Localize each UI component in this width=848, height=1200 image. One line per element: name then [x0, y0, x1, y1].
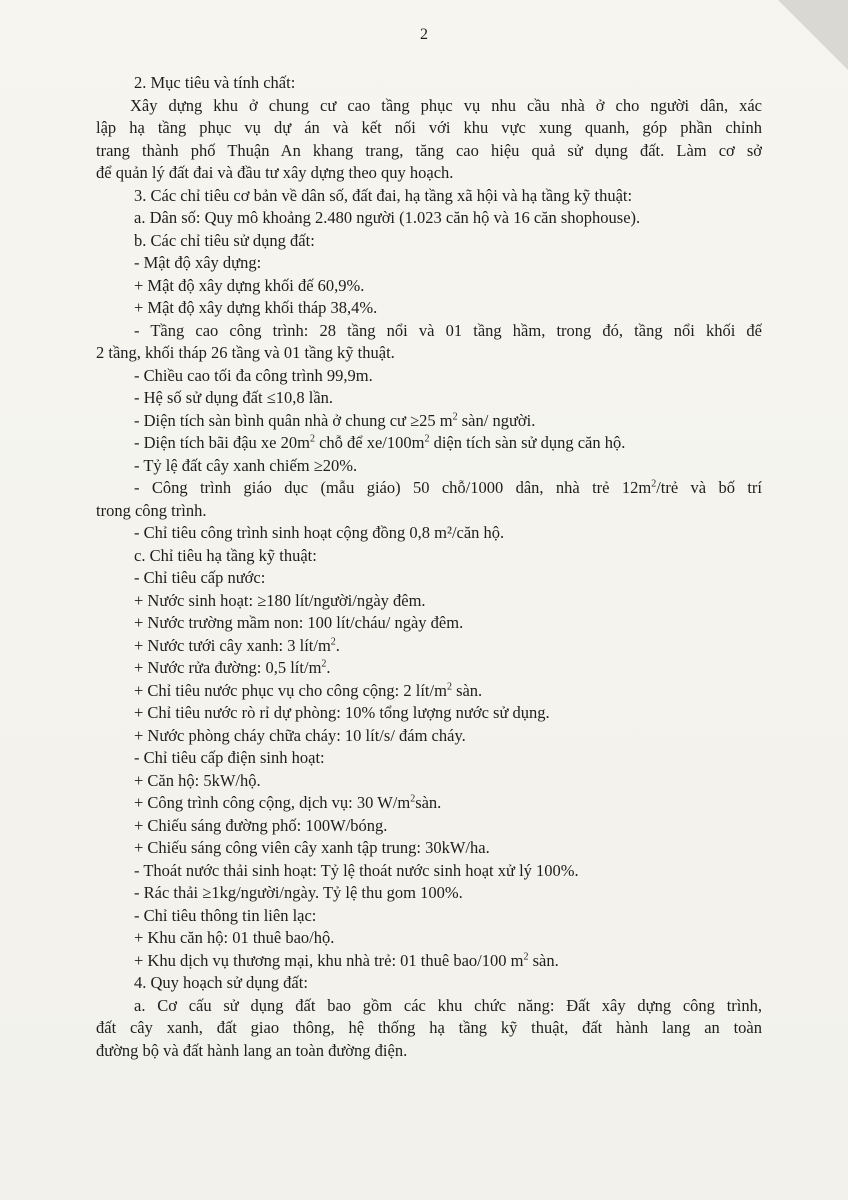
list-item	[96, 657, 762, 680]
list-item: - Thoát nước thải sinh hoạt: Tỷ lệ thoát nước sinh hoạt xử lý 100%.	[134, 860, 579, 880]
superscript: 2	[309, 433, 315, 445]
list-item-text: sàn.	[451, 680, 483, 700]
list-item-text: + Khu dịch vụ thương mại, khu nhà trẻ: 01 thuê bao/100 m	[134, 950, 524, 970]
list-item	[96, 477, 762, 500]
section-heading: 2. Mục tiêu và tính chất:	[134, 73, 296, 92]
list-item: + Nước trường mầm non: 100 lít/cháu/ ngày đêm.	[134, 613, 464, 632]
superscript: 2	[452, 411, 458, 422]
list-item-text: sàn.	[528, 950, 559, 970]
list-item: - Hệ số sử dụng đất ≤10,8 lần.	[134, 388, 334, 407]
superscript: 2	[651, 478, 657, 490]
list-item-text: + Công trình công cộng, dịch vụ: 30 W/m	[134, 793, 411, 812]
section-heading: 4. Quy hoạch sử dụng đất:	[134, 973, 308, 992]
list-item-text: .	[326, 658, 331, 677]
superscript: 2	[321, 658, 327, 670]
list-item-text: .	[335, 635, 340, 655]
paragraph-line: để quản lý đất đai và đầu tư xây dựng theo quy hoạch.	[96, 163, 454, 182]
paragraph-line: a. Cơ cấu sử dụng đất bao gồm các khu chức năng: Đất xây dựng công trình,	[134, 995, 762, 1015]
paragraph-line: trang thành phố Thuận An khang trang, tăng cao hiệu quả sử dụng đất. Làm cơ sở	[96, 140, 762, 160]
page-number: 2	[420, 26, 428, 43]
paragraph-line: Xây dựng khu ở chung cư cao tầng phục vụ nhu cầu nhà ở cho người dân, xác	[130, 95, 762, 115]
list-item-text: sàn/ người.	[457, 410, 536, 430]
list-item: + Nước sinh hoạt: ≥180 lít/người/ngày đêm.	[134, 590, 426, 610]
list-item: + Chỉ tiêu nước rò rỉ dự phòng: 10% tổng lượng nước sử dụng.	[134, 703, 550, 722]
list-item: - Chiều cao tối đa công trình 99,9m.	[134, 365, 373, 385]
list-item: - Tầng cao công trình: 28 tầng nổi và 01 tầng hầm, trong đó, tầng nổi khối đế	[134, 320, 762, 340]
superscript: 2	[446, 681, 452, 692]
section-heading: 3. Các chỉ tiêu cơ bản về dân số, đất đai, hạ tầng xã hội và hạ tầng kỹ thuật:	[134, 185, 633, 205]
list-item-text: /trẻ và bố trí	[656, 478, 762, 497]
paragraph-line: đất cây xanh, đất giao thông, hệ thống hạ tầng kỹ thuật, đất hành lang an toàn	[96, 1018, 762, 1037]
superscript: 2	[330, 636, 336, 647]
list-item-text: chỗ để xe/100m	[314, 433, 425, 452]
superscript: 2	[424, 433, 430, 445]
subsection-heading: b. Các chỉ tiêu sử dụng đất:	[134, 230, 315, 250]
list-item: + Chiếu sáng công viên cây xanh tập trung: 30kW/ha.	[134, 838, 490, 857]
list-item: + Chiếu sáng đường phố: 100W/bóng.	[134, 815, 388, 835]
list-item: - Mật độ xây dựng:	[134, 253, 262, 272]
list-item: + Căn hộ: 5kW/hộ.	[134, 770, 261, 790]
list-item	[96, 680, 762, 703]
superscript: 2	[523, 951, 529, 962]
superscript: 2	[410, 793, 416, 805]
list-item-text: - Diện tích sàn bình quân nhà ở chung cư ≥25 m	[134, 410, 453, 430]
list-item-continuation: 2 tầng, khối tháp 26 tầng và 01 tầng kỹ thuật.	[96, 343, 395, 362]
subsection-heading: c. Chỉ tiêu hạ tầng kỹ thuật:	[134, 545, 317, 565]
list-item-continuation: trong công trình.	[96, 500, 207, 520]
list-item	[96, 635, 762, 658]
list-item: + Mật độ xây dựng khối đế 60,9%.	[134, 275, 365, 295]
paragraph-line: đường bộ và đất hành lang an toàn đường điện.	[96, 1040, 408, 1060]
list-item	[96, 410, 762, 433]
list-item	[96, 792, 762, 815]
list-item-text: + Nước rửa đường: 0,5 lít/m	[134, 658, 322, 677]
list-item-text: + Nước tưới cây xanh: 3 lít/m	[134, 635, 331, 655]
list-item: - Chỉ tiêu thông tin liên lạc:	[134, 905, 317, 925]
list-item-text: - Diện tích bãi đậu xe 20m	[134, 433, 310, 452]
list-item: + Nước phòng cháy chữa cháy: 10 lít/s/ đám cháy.	[134, 725, 466, 745]
list-item: + Khu căn hộ: 01 thuê bao/hộ.	[134, 928, 335, 947]
list-item: - Rác thải ≥1kg/người/ngày. Tỷ lệ thu gom 100%.	[134, 883, 463, 902]
paragraph-line: lập hạ tầng phục vụ dự án và kết nối với khu vực xung quanh, góp phần chỉnh	[96, 118, 762, 137]
list-item	[96, 950, 762, 973]
list-item	[96, 432, 762, 455]
list-item: + Mật độ xây dựng khối tháp 38,4%.	[134, 298, 378, 317]
list-item-text: sàn.	[415, 793, 442, 812]
list-item-text: - Công trình giáo dục (mẫu giáo) 50 chỗ/1000 dân, nhà trẻ 12m	[134, 478, 652, 497]
list-item: - Chỉ tiêu công trình sinh hoạt cộng đồng 0,8 m²/căn hộ.	[134, 523, 505, 542]
list-item: - Tỷ lệ đất cây xanh chiếm ≥20%.	[134, 455, 358, 475]
document-body	[96, 72, 762, 1062]
list-item: - Chỉ tiêu cấp điện sinh hoạt:	[134, 748, 325, 767]
list-item-text: + Chỉ tiêu nước phục vụ cho công cộng: 2 lít/m	[134, 680, 447, 700]
list-item: - Chỉ tiêu cấp nước:	[134, 568, 266, 587]
list-item-text: diện tích sàn sử dụng căn hộ.	[429, 433, 626, 452]
paragraph-line: a. Dân số: Quy mô khoảng 2.480 người (1.023 căn hộ và 16 căn shophouse).	[134, 208, 641, 227]
